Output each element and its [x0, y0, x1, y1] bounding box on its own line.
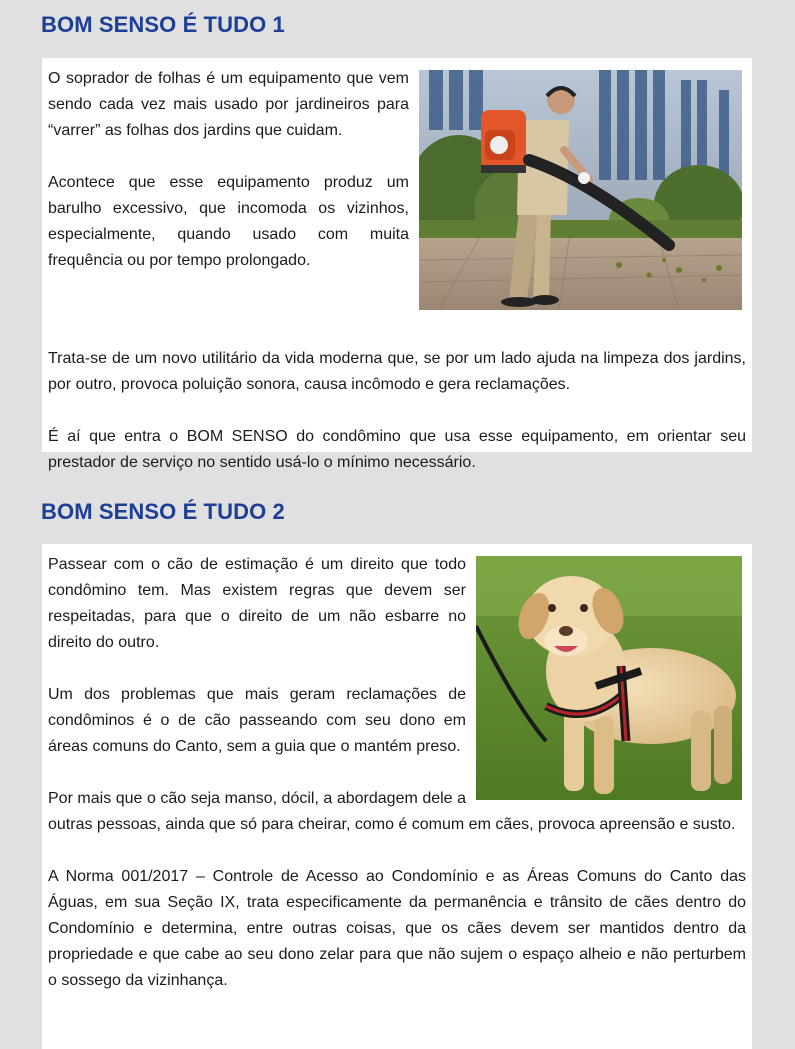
section-2-paragraph-1: Passear com o cão de estimação é um direito que todo condômino tem. Mas existem regras que devem ser respeitadas, para que o direito de um não esbarre no direito do outro. — [48, 556, 466, 651]
dog-photo-art — [476, 556, 742, 800]
section-2-title: BOM SENSO É TUDO 2 — [41, 499, 285, 524]
paragraph-gap — [48, 398, 746, 424]
leaf-blower-photo — [419, 70, 742, 310]
paragraph-gap — [48, 838, 746, 864]
leaf-blower-photo-art — [419, 70, 742, 310]
section-2-paragraph-3: Por mais que o cão seja manso, dócil, a abordagem dele a outras pessoas, ainda que só para cheirar, como é comum em cães, provoca apreensão e susto. — [48, 790, 736, 833]
section-1-paragraph-2: Acontece que esse equipamento produz um barulho excessivo, que incomoda os vizinhos, especialmente, quando usado com muita frequência ou por tempo prolongado. — [48, 174, 409, 269]
section-2-panel — [42, 544, 752, 1049]
dog-photo — [476, 556, 742, 800]
section-1-paragraph-4: É aí que entra o BOM SENSO do condômino que usa esse equipamento, em orientar seu prestador de serviço no sentido usá-lo o mínimo necessário. — [48, 428, 746, 471]
section-1-paragraph-3: Trata-se de um novo utilitário da vida moderna que, se por um lado ajuda na limpeza dos jardins, por outro, provoca poluição sonora, causa incômodo e gera reclamações. — [48, 350, 746, 393]
section-1-paragraph-1: O soprador de folhas é um equipamento que vem sendo cada vez mais usado por jardineiros para “varrer” as folhas dos jardins que cuidam. — [48, 70, 409, 139]
section-2-paragraph-4: A Norma 001/2017 – Controle de Acesso ao Condomínio e as Áreas Comuns do Canto das Águas, em sua Seção IX, trata especificamente da permanência e trânsito de cães dentro do Condomínio e determina, entre outras coisas, que os cães devem ser mantidos dentro da propriedade e que cabe ao seu dono zelar para que não sujem o espaço alheio e não perturbem o sossego da vizinhança. — [48, 868, 746, 989]
section-1-title: BOM SENSO É TUDO 1 — [41, 12, 285, 37]
section-1-panel — [42, 58, 752, 471]
paragraph-gap — [48, 320, 746, 346]
section-2-paragraph-2: Um dos problemas que mais geram reclamações de condôminos é o de cão passeando com seu dono em áreas comuns do Canto, sem a guia que o mantém preso. — [48, 686, 466, 755]
